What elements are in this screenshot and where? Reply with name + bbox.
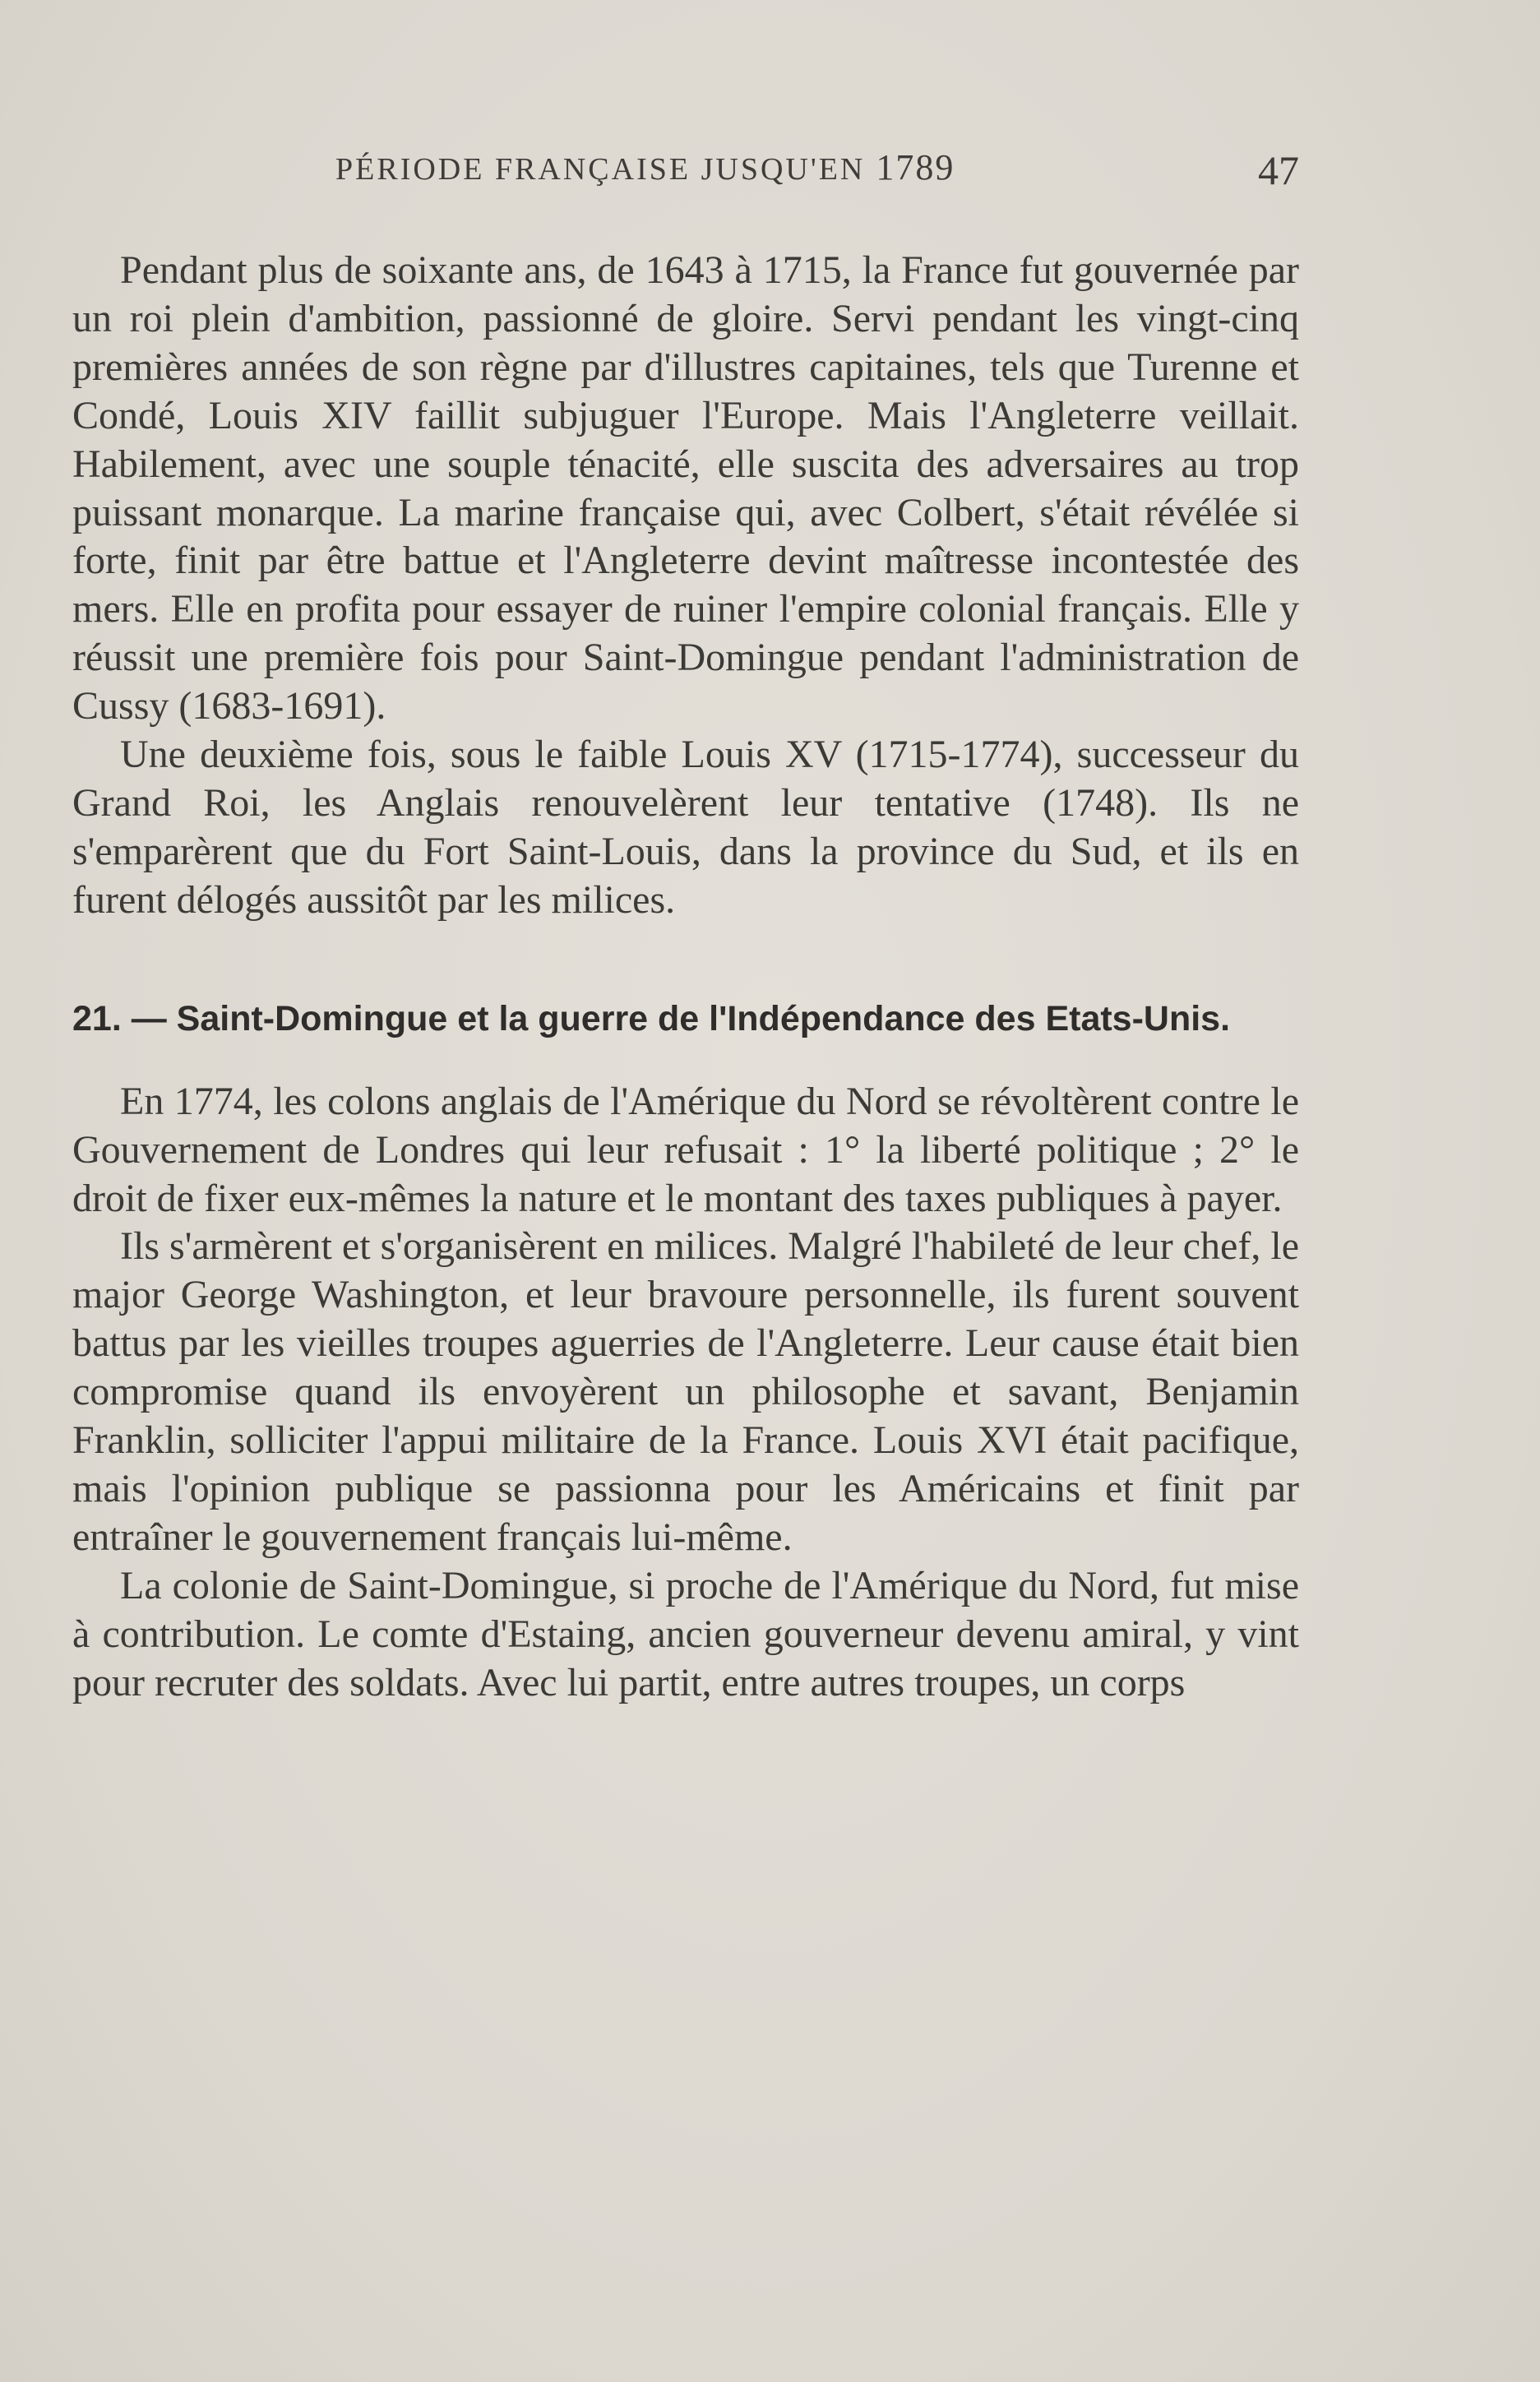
running-header [72,138,1299,212]
running-title-year: 1789 [876,147,955,187]
paragraph-louis-xiv: Pendant plus de soixante ans, de 1643 à 1715, la France fut gouvernée par un roi plein d'ambition, passionné de gloire. Servi pendant les vingt-cinq premières années de son règne par d'illustres capitaines, tels que Turenne et Condé, Louis XIV faillit subjuguer l'Europe. Mais l'Angleterre veillait. Habilement, avec une souple ténacité, elle suscita des adversaires au trop puissant monarque. La marine française qui, avec Colbert, s'était révélée si forte, finit par être battue et l'Angleterre devint maîtresse incontestée des mers. Elle en profita pour essayer de ruiner l'empire colonial français. Elle y réussit une première fois pour Saint-Domingue pendant l'administration de Cussy (1683-1691). [72,248,1299,728]
running-title [335,146,955,188]
section-heading: 21. — Saint-Domingue et la guerre de l'Indépendance des Etats-Unis. [72,998,1231,1038]
paragraph-louis-xv: Une deuxième fois, sous le faible Louis XV (1715-1774), successeur du Grand Roi, les Anglais renouvelèrent leur tentative (1748). Ils ne s'emparèrent que du Fort Saint-Louis, dans la province du Sud, et ils en furent délogés aussitôt par les milices. [72,733,1299,922]
paragraph-colony: La colonie de Saint-Domingue, si proche de l'Amérique du Nord, fut mise à contribution. Le comte d'Estaing, ancien gouverneur devenu amiral, y vint pour recruter des soldats. Avec lui partit, entre autres troupes, un corps [72,1563,1299,1704]
running-title-text: PÉRIODE FRANÇAISE JUSQU'EN [335,152,866,187]
page-number: 47 [1258,147,1299,193]
paragraph-revolt: En 1774, les colons anglais de l'Amérique du Nord se révoltèrent contre le Gouvernement de Londres qui leur refusait : 1° la liberté politique ; 2° le droit de fixer eux-mêmes la nature et le montant des taxes publiques à payer. [72,1079,1299,1220]
heading-spacer [72,1042,1299,1078]
section-spacer [72,925,1299,996]
page-body [72,247,1299,1707]
paragraph-militias: Ils s'armèrent et s'organisèrent en milices. Malgré l'habileté de leur chef, le major George Washington, et leur bravoure personnelle, ils furent souvent battus par les vieilles troupes aguerries de l'Angleterre. Leur cause était bien compromise quand ils envoyèrent un philosophe et savant, Benjamin Franklin, solliciter l'appui militaire de la France. Louis XVI était pacifique, mais l'opinion publique se passionna pour les Américains et finit par entraîner le gouvernement français lui-même. [72,1224,1299,1559]
